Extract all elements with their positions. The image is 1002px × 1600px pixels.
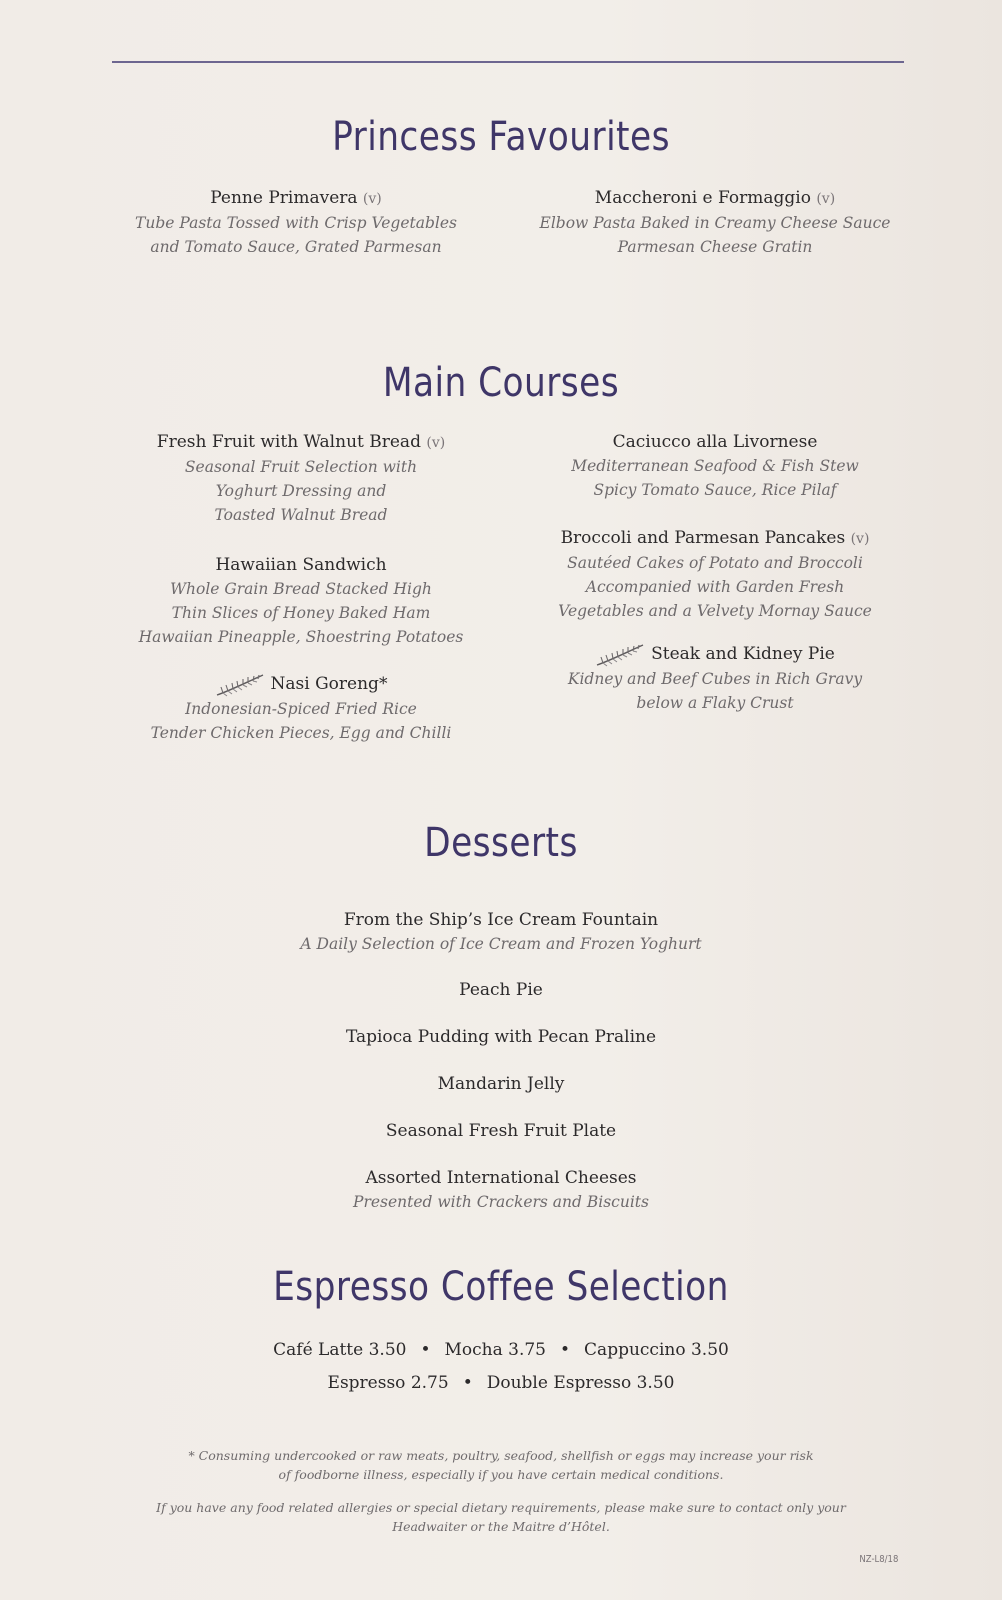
separator-dot: • (462, 1373, 473, 1393)
fern-icon (595, 643, 645, 667)
allergy-note (0, 1498, 1002, 1536)
dessert-name: Peach Pie (459, 980, 543, 1000)
desserts-heading: Desserts (424, 820, 578, 866)
raw-food-warning (0, 1446, 1002, 1484)
mains-right-dish-3 (534, 642, 896, 715)
dish-desc-line: below a Flaky Crust (636, 693, 794, 712)
dessert-name: Assorted International Cheeses (365, 1168, 637, 1188)
dish-name: Maccheroni e Formaggio (594, 188, 811, 208)
dish-desc-line: Indonesian-Spiced Fried Rice (185, 699, 417, 718)
dish-desc-line: Elbow Pasta Baked in Creamy Cheese Sauce (539, 214, 891, 232)
dish-desc-line: Tube Pasta Tossed with Crisp Vegetables (135, 214, 457, 232)
dessert-item (0, 1072, 1002, 1096)
dish-desc-line: Sautéed Cakes of Potato and Broccoli (567, 554, 863, 572)
vegetarian-tag: (v) (816, 191, 836, 207)
dish-desc-line: and Tomato Sauce, Grated Parmesan (150, 238, 442, 256)
mains-right-dish-2 (534, 526, 896, 623)
dessert-desc: A Daily Selection of Ice Cream and Frozen Yoghurt (300, 935, 702, 953)
note-line: Headwaiter or the Maitre d’Hôtel. (392, 1519, 610, 1534)
mains-heading: Main Courses (382, 360, 620, 406)
coffee-item: Mocha 3.75 (444, 1340, 547, 1360)
dessert-item (0, 978, 1002, 1002)
dish-desc-line: Toasted Walnut Bread (214, 506, 388, 524)
vegetarian-tag: (v) (362, 191, 382, 207)
top-rule (112, 61, 904, 63)
dish-desc-line: Vegetables and a Velvety Mornay Sauce (558, 602, 872, 620)
dish-desc-line: Accompanied with Garden Fresh (585, 578, 845, 596)
mains-left-dish-3 (120, 672, 482, 745)
dish-name: Steak and Kidney Pie (651, 644, 835, 664)
coffee-heading: Espresso Coffee Selection (273, 1264, 729, 1310)
dish-desc-line: Parmesan Cheese Gratin (617, 238, 813, 256)
dish-name: Caciucco alla Livornese (612, 432, 818, 452)
favourites-left-dish (120, 186, 472, 259)
dish-desc-line: Hawaiian Pineapple, Shoestring Potatoes (138, 628, 464, 646)
dessert-name: Tapioca Pudding with Pecan Praline (345, 1027, 657, 1047)
dessert-name: Seasonal Fresh Fruit Plate (385, 1121, 617, 1141)
dish-name: Penne Primavera (210, 188, 358, 208)
dish-name: Broccoli and Parmesan Pancakes (560, 528, 846, 548)
favourites-right-dish (524, 186, 906, 259)
coffee-item: Café Latte 3.50 (273, 1340, 407, 1360)
dessert-item (0, 1166, 1002, 1214)
dish-desc-line: Seasonal Fruit Selection with (184, 458, 418, 476)
coffee-row-2 (0, 1373, 1002, 1393)
coffee-item: Cappuccino 3.50 (584, 1340, 729, 1360)
vegetarian-tag: (v) (850, 531, 870, 547)
dessert-item (0, 908, 1002, 956)
menu-code: NZ-L8/18 (859, 1554, 899, 1565)
mains-right-dish-1 (534, 430, 896, 502)
vegetarian-tag: (v) (426, 435, 446, 451)
mains-left-dish-1 (120, 430, 482, 527)
coffee-row-1 (0, 1340, 1002, 1360)
mains-left-dish-2 (120, 553, 482, 649)
fern-icon (215, 673, 265, 697)
dish-desc-line: Thin Slices of Honey Baked Ham (171, 604, 431, 622)
dish-desc-line: Spicy Tomato Sauce, Rice Pilaf (593, 481, 837, 499)
separator-dot: • (420, 1340, 431, 1360)
dish-name: Nasi Goreng* (270, 674, 388, 694)
dessert-item (0, 1119, 1002, 1143)
note-line: of foodborne illness, especially if you have certain medical conditions. (278, 1467, 724, 1482)
dish-name: Fresh Fruit with Walnut Bread (156, 432, 421, 452)
dish-name: Hawaiian Sandwich (215, 555, 387, 575)
dessert-item (0, 1025, 1002, 1049)
note-line: If you have any food related allergies or special dietary requirements, please make sure to contact only your (156, 1500, 846, 1515)
dish-desc-line: Kidney and Beef Cubes in Rich Gravy (567, 669, 863, 688)
dessert-desc: Presented with Crackers and Biscuits (353, 1193, 649, 1211)
dish-desc-line: Mediterranean Seafood & Fish Stew (571, 457, 859, 475)
coffee-item: Espresso 2.75 (327, 1373, 449, 1393)
note-line: * Consuming undercooked or raw meats, poultry, seafood, shellfish or eggs may increase your risk (188, 1448, 814, 1463)
dessert-name: Mandarin Jelly (437, 1074, 565, 1094)
dish-desc-line: Whole Grain Bread Stacked High (170, 580, 432, 598)
coffee-item: Double Espresso 3.50 (486, 1373, 675, 1393)
dish-desc-line: Tender Chicken Pieces, Egg and Chilli (150, 723, 452, 742)
favourites-heading: Princess Favourites (332, 114, 670, 160)
separator-dot: • (560, 1340, 571, 1360)
dish-desc-line: Yoghurt Dressing and (215, 482, 387, 500)
dessert-name: From the Ship’s Ice Cream Fountain (343, 910, 659, 930)
